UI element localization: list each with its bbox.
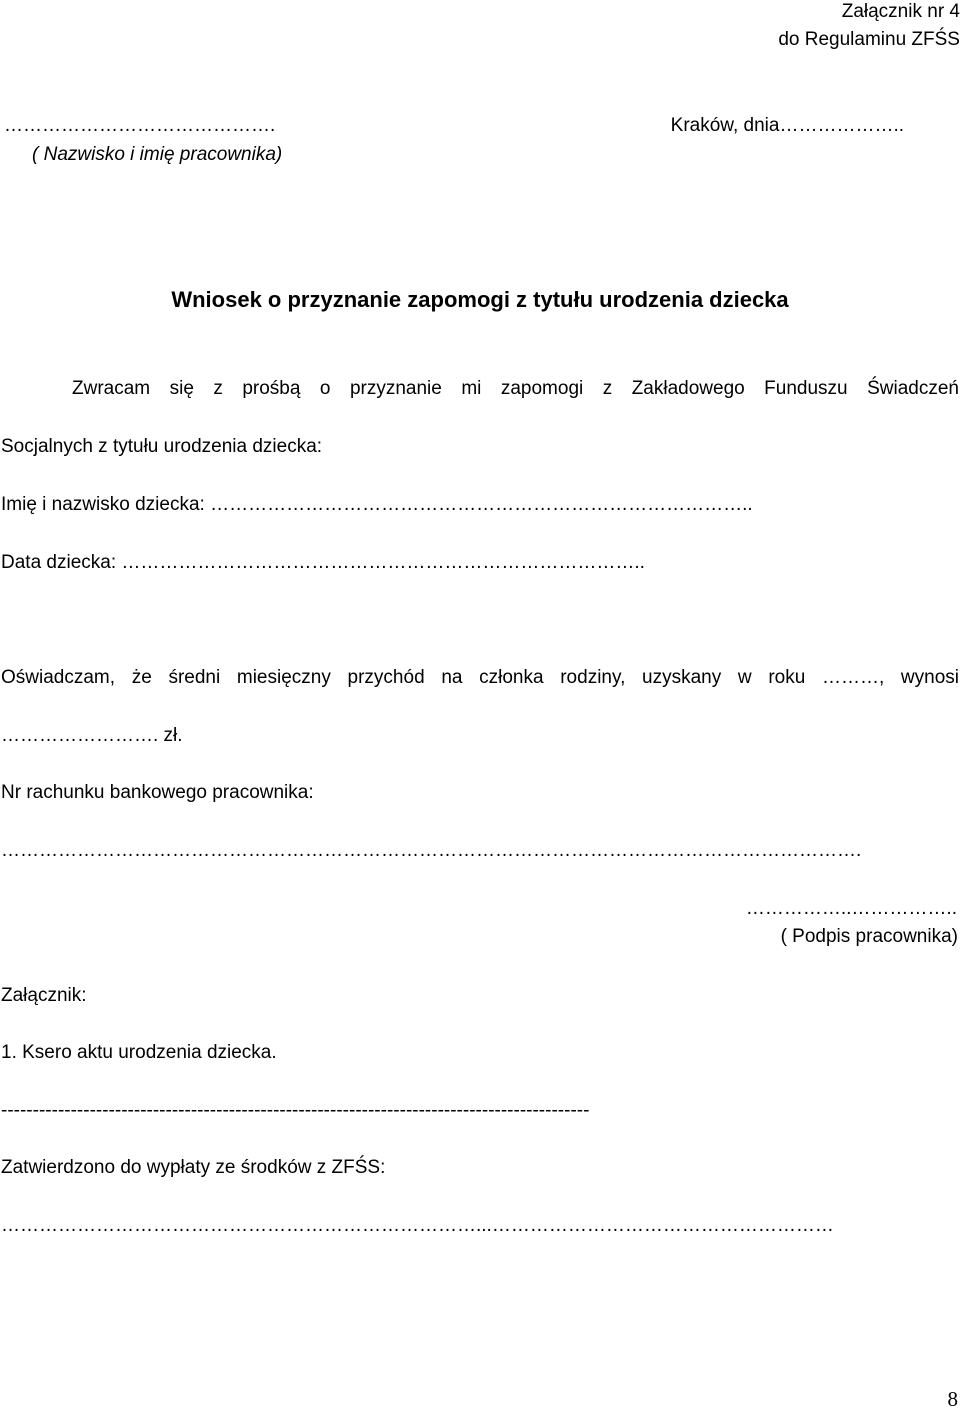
document-title: Wniosek o przyznanie zapomogi z tytułu urodzenia dziecka — [171, 287, 789, 312]
child-date-line: Data dziecka: ……………………………………………………………………….. — [1, 552, 645, 573]
separator-line: --------------------------------------------------------------------------------------------- — [1, 1100, 590, 1121]
approval-label: Zatwierdzono do wypłaty ze środków z ZFŚS: — [1, 1157, 386, 1178]
page-number: 8 — [947, 1387, 958, 1411]
signature-dots: ……………..…………….. — [745, 898, 957, 919]
attachment-item: 1. Ksero aktu urodzenia dziecka. — [1, 1042, 277, 1063]
header-line-2: do Regulaminu ZFŚS — [778, 29, 960, 50]
income-line-2: ……………………. zł. — [1, 725, 183, 746]
place-date: Kraków, dnia……………….. — [670, 115, 904, 136]
attachment-label: Załącznik: — [1, 985, 87, 1006]
employee-name-caption: ( Nazwisko i imię pracownika) — [32, 144, 283, 165]
child-name-line: Imię i nazwisko dziecka: ………………………………………………………………………….. — [1, 494, 753, 515]
header-line-1: Załącznik nr 4 — [841, 1, 960, 22]
approval-dots: …………………………………………………………………...……………………………………………… — [1, 1215, 834, 1236]
request-line-1: Zwracam się z prośbą o przyznanie mi zapomogi z Zakładowego Funduszu Świadczeń — [72, 378, 959, 399]
income-line-1: Oświadczam, że średni miesięczny przychód na członka rodziny, uzyskany w roku ………, wynosi — [1, 667, 959, 688]
request-line-2: Socjalnych z tytułu urodzenia dziecka: — [1, 436, 323, 457]
bank-account-dots: ………………………………………………………………………………………………………………………. — [1, 840, 862, 861]
employee-name-dots: ……………………………………. — [4, 115, 276, 136]
signature-caption: ( Podpis pracownika) — [780, 926, 958, 947]
bank-account-label: Nr rachunku bankowego pracownika: — [1, 782, 314, 803]
